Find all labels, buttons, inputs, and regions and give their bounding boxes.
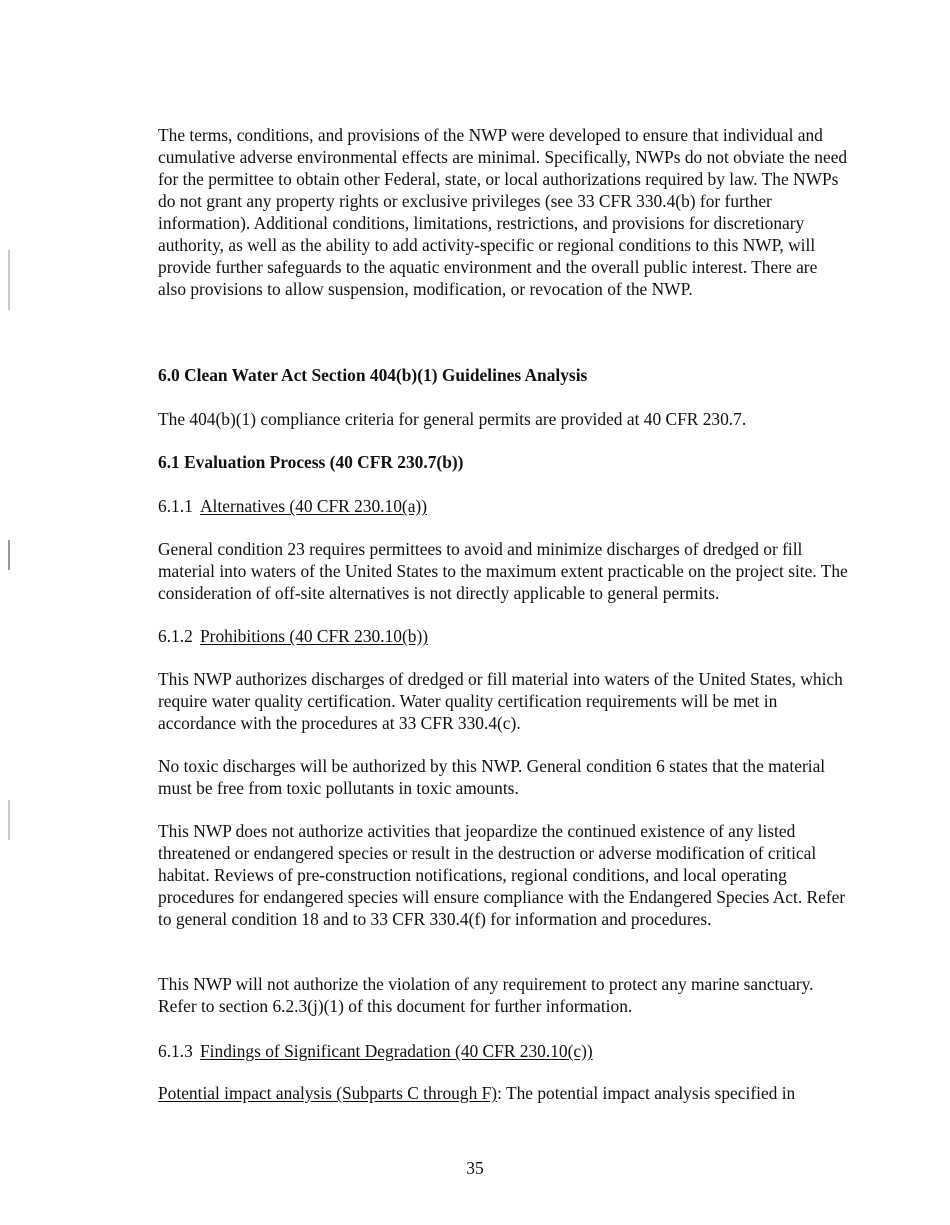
section-number: 6.1.2 xyxy=(158,626,193,646)
scan-artifact xyxy=(8,250,10,310)
scan-artifact xyxy=(8,540,10,570)
section-6-1-2-paragraph-1: This NWP authorizes discharges of dredged or fill material into waters of the United States, which require water quality certification. Water quality certification requirements will be met in accordance with the procedures at 33 CFR 330.4(c). xyxy=(158,669,843,733)
section-6-1-2-paragraph-3: This NWP does not authorize activities that jeopardize the continued existence of any listed threatened or endangered species or result in the destruction or adverse modification of critical habitat. Reviews of pre-construction notifications, regional conditions, and local operating procedures for endangered species will ensure compliance with the Endangered Species Act. Refer to general condition 18 and to 33 CFR 330.4(f) for information and procedures. xyxy=(158,821,846,929)
scan-artifact xyxy=(8,800,10,840)
section-6-1-1-heading xyxy=(158,495,848,517)
section-6-1-heading: 6.1 Evaluation Process (40 CFR 230.7(b)) xyxy=(158,452,464,472)
section-number: 6.1.1 xyxy=(158,496,193,516)
section-number: 6.1.3 xyxy=(158,1041,193,1061)
section-6-1-2-heading xyxy=(158,625,848,647)
section-6-1-2-paragraph-4: This NWP will not authorize the violation of any requirement to protect any marine sanctuary. Refer to section 6.2.3(j)(1) of this document for further information. xyxy=(158,974,814,1016)
section-title: Findings of Significant Degradation (40 CFR 230.10(c)) xyxy=(200,1041,593,1061)
intro-paragraph: The terms, conditions, and provisions of the NWP were developed to ensure that individual and cumulative adverse environmental effects are minimal. Specifically, NWPs do not obviate the need for the permittee to obtain other Federal, state, or local authorizations required by law. The NWPs do not grant any property rights or exclusive privileges (see 33 CFR 330.4(b) for further information). Additional conditions, limitations, restrictions, and provisions for discretionary authority, as well as the ability to add activity-specific or regional conditions to this NWP, will provide further safeguards to the aquatic environment and the overall public interest. There are also provisions to allow suspension, modification, or revocation of the NWP. xyxy=(158,125,848,299)
potential-impact-analysis-term: Potential impact analysis (Subparts C through F) xyxy=(158,1083,498,1103)
section-title: Alternatives (40 CFR 230.10(a)) xyxy=(200,496,428,516)
section-6-1-3-lead xyxy=(158,1082,848,1104)
section-6-0-text: The 404(b)(1) compliance criteria for general permits are provided at 40 CFR 230.7. xyxy=(158,409,747,429)
section-6-0-heading: 6.0 Clean Water Act Section 404(b)(1) Guidelines Analysis xyxy=(158,365,588,385)
section-6-1-2-paragraph-2: No toxic discharges will be authorized by this NWP. General condition 6 states that the material must be free from toxic pollutants in toxic amounts. xyxy=(158,756,826,798)
section-6-1-1-text: General condition 23 requires permittees to avoid and minimize discharges of dredged or fill material into waters of the United States to the maximum extent practicable on the project site. The consideration of off-site alternatives is not directly applicable to general permits. xyxy=(158,539,848,603)
section-6-1-3-heading xyxy=(158,1040,848,1062)
lead-continuation: : The potential impact analysis specified in xyxy=(497,1083,796,1103)
page-number: 35 xyxy=(466,1158,484,1178)
section-title: Prohibitions (40 CFR 230.10(b)) xyxy=(200,626,429,646)
